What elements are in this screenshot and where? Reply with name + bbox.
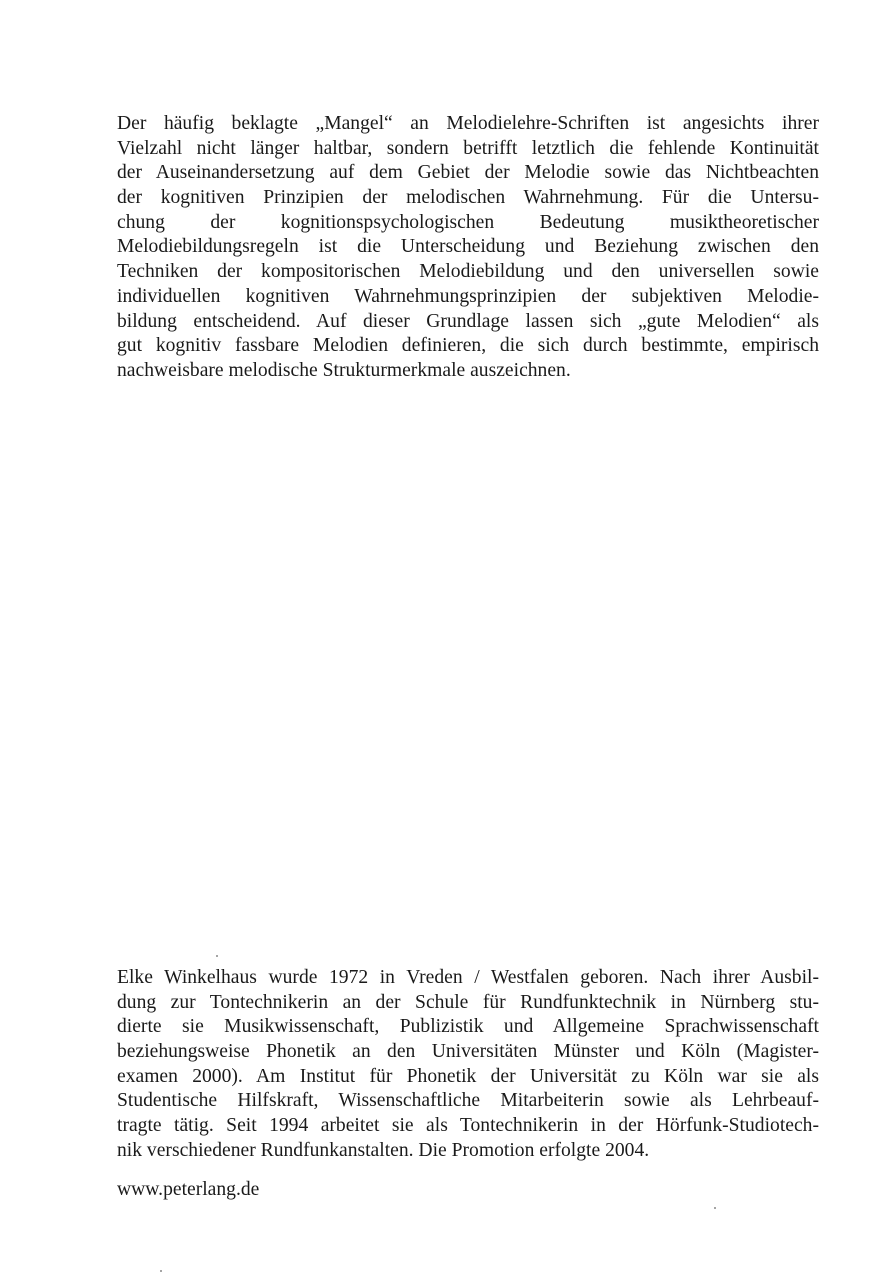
author-bio-paragraph xyxy=(117,966,819,1164)
scan-speck xyxy=(714,1207,716,1209)
abstract-line: gut kognitiv fassbare Melodien definieren, die sich durch bestimmte, empirisch xyxy=(117,335,819,357)
abstract-paragraph xyxy=(117,112,819,384)
bio-line: Elke Winkelhaus wurde 1972 in Vreden / Westfalen geboren. Nach ihrer Ausbil- xyxy=(117,967,819,988)
abstract-line: nachweisbare melodische Strukturmerkmale auszeichnen. xyxy=(117,359,571,381)
publisher-url: www.peterlang.de xyxy=(117,1179,260,1200)
abstract-line: chung der kognitionspsychologischen Bedeutung musiktheoretischer xyxy=(117,211,819,233)
abstract-line: der kognitiven Prinzipien der melodischen Wahrnehmung. Für die Untersu- xyxy=(117,187,819,209)
bio-line: dierte sie Musikwissenschaft, Publizistik und Allgemeine Sprachwissenschaft xyxy=(117,1016,819,1038)
abstract-line: individuellen kognitiven Wahrnehmungsprinzipien der subjektiven Melodie- xyxy=(117,285,819,307)
abstract-line: der Auseinandersetzung auf dem Gebiet der Melodie sowie das Nichtbeachten xyxy=(117,162,819,184)
abstract-line: bildung entscheidend. Auf dieser Grundlage lassen sich „gute Melodien“ als xyxy=(117,310,819,332)
bio-line: dung zur Tontechnikerin an der Schule für Rundfunktechnik in Nürnberg stu- xyxy=(117,991,819,1013)
scan-speck xyxy=(216,955,218,957)
abstract-line: Vielzahl nicht länger haltbar, sondern betrifft letztlich die fehlende Kontinuität xyxy=(117,137,819,159)
bio-line: examen 2000). Am Institut für Phonetik der Universität zu Köln war sie als xyxy=(117,1065,819,1087)
abstract-line: Der häufig beklagte „Mangel“ an Melodielehre-Schriften ist angesichts ihrer xyxy=(117,113,819,134)
bio-line: Studentische Hilfskraft, Wissenschaftliche Mitarbeiterin sowie als Lehrbeauf- xyxy=(117,1090,819,1112)
bio-line: tragte tätig. Seit 1994 arbeitet sie als Tontechnikerin in der Hörfunk-Studiotech- xyxy=(117,1115,819,1137)
abstract-line: Melodiebildungsregeln ist die Unterscheidung und Beziehung zwischen den xyxy=(117,236,819,258)
abstract-line: Techniken der kompositorischen Melodiebildung und den universellen sowie xyxy=(117,261,819,283)
scan-speck xyxy=(160,1270,162,1272)
bio-line: nik verschiedener Rundfunkanstalten. Die Promotion erfolgte 2004. xyxy=(117,1139,650,1161)
bio-line: beziehungsweise Phonetik an den Universitäten Münster und Köln (Magister- xyxy=(117,1041,819,1063)
